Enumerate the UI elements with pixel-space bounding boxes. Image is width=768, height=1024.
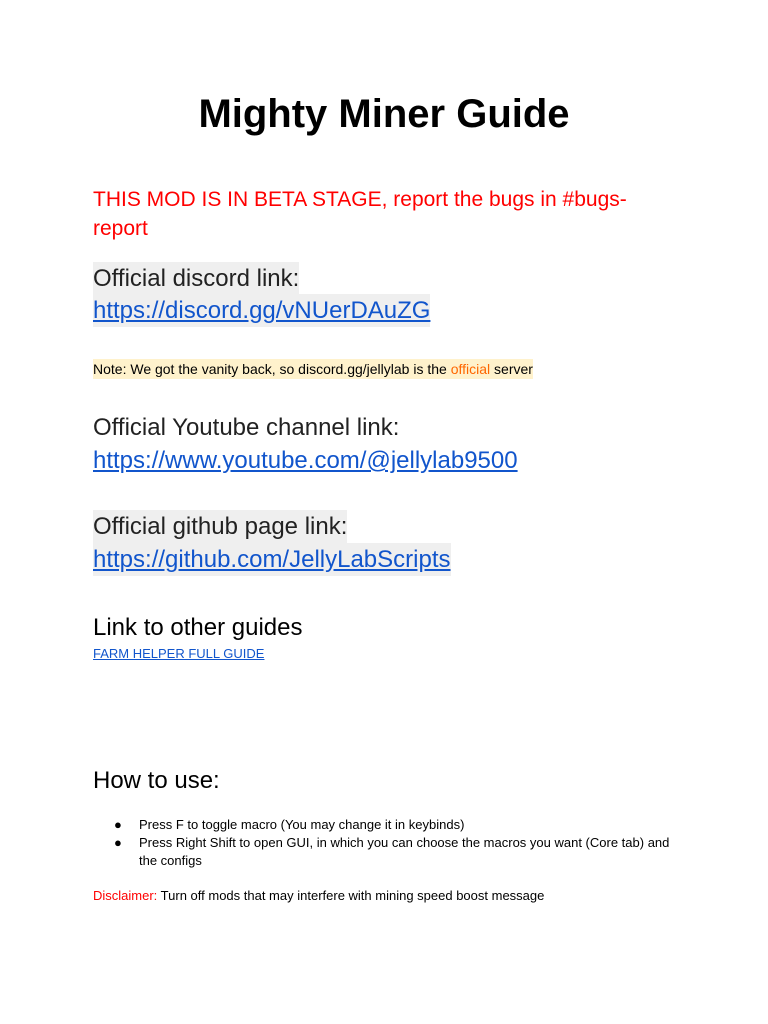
how-to-use-list — [93, 816, 683, 870]
youtube-link[interactable]: https://www.youtube.com/@jellylab9500 — [93, 447, 518, 474]
github-heading: Official github page link: — [93, 510, 347, 543]
vanity-note — [93, 359, 533, 379]
list-item-text: Press Right Shift to open GUI, in which you can choose the macros you want (Core tab) and the configs — [139, 835, 670, 868]
note-suffix: server — [490, 361, 533, 377]
page-title: Mighty Miner Guide — [198, 92, 570, 136]
discord-heading: Official discord link: — [93, 262, 299, 295]
note-prefix: Note: We got the vanity back, so discord.gg/jellylab is the — [93, 361, 451, 377]
list-item — [93, 816, 683, 834]
github-link[interactable]: https://github.com/JellyLabScripts — [93, 543, 451, 576]
beta-notice: THIS MOD IS IN BETA STAGE, report the bugs in #bugs-report — [93, 188, 627, 240]
disclaimer — [93, 887, 544, 905]
disclaimer-text: Turn off mods that may interfere with mining speed boost message — [157, 888, 545, 903]
disclaimer-label: Disclaimer: — [93, 888, 158, 903]
note-official: official — [450, 361, 491, 377]
bullet-icon: ● — [114, 817, 122, 832]
how-to-use-heading: How to use: — [93, 767, 220, 794]
other-guides-heading: Link to other guides — [93, 614, 303, 641]
list-item-text: Press F to toggle macro (You may change it in keybinds) — [139, 817, 465, 832]
youtube-heading: Official Youtube channel link: — [93, 414, 400, 441]
bullet-icon: ● — [114, 835, 122, 850]
discord-link[interactable]: https://discord.gg/vNUerDAuZG — [93, 294, 430, 327]
list-item — [93, 834, 683, 870]
farm-helper-guide-link[interactable]: FARM HELPER FULL GUIDE — [93, 646, 265, 661]
